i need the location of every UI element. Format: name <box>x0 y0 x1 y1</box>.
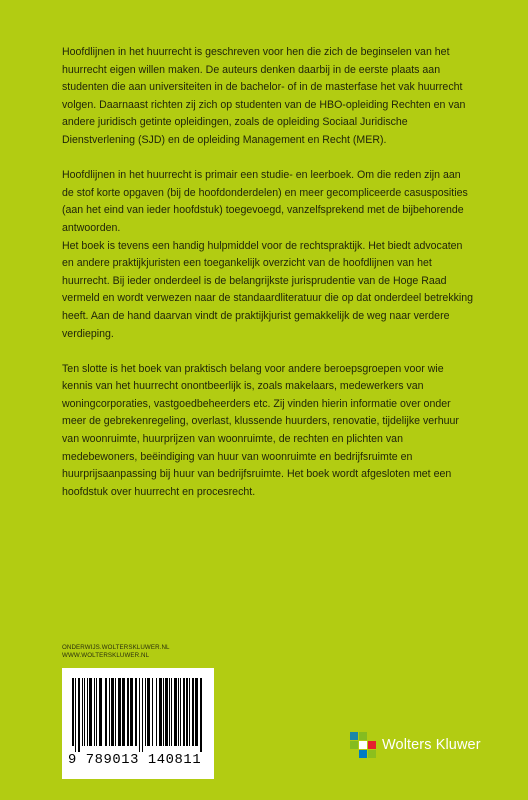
barcode-bar <box>130 678 133 746</box>
barcode-bar <box>189 678 190 746</box>
paragraph-practice: Het boek is tevens een handig hulpmiddel voor de rechtspraktijk. Het biedt advocaten en andere praktijkjuristen een toegankelijk overzicht van de hoofdlijnen van het huurrecht. Bij ieder onderdeel is de belangrijkste jurisprudentie van de Hoge Raad vermeld en wordt verwezen naar de standaardliteratuur die op dat onderdeel betrekking heeft. Aan de hand daarvan vindt de praktijkjurist gemakkelijk de weg naar verdere verdieping. <box>62 239 474 340</box>
isbn-barcode <box>62 668 214 779</box>
barcode-bar <box>111 678 114 746</box>
barcode-bar <box>122 678 125 746</box>
barcode-bar <box>82 678 83 746</box>
barcode-bar <box>178 678 179 746</box>
barcode-bar <box>195 678 198 746</box>
barcode-bar <box>180 678 181 746</box>
barcode-bar <box>142 678 143 752</box>
barcode-bars <box>70 678 206 752</box>
barcode-bar <box>135 678 137 746</box>
barcode-bar <box>174 678 177 746</box>
barcode-bar <box>84 678 85 746</box>
wolters-kluwer-logo-icon <box>350 732 376 758</box>
brand-name: Wolters Kluwer <box>382 737 481 753</box>
barcode-bar <box>127 678 129 746</box>
barcode-bar <box>183 678 185 746</box>
barcode-bar <box>186 678 188 746</box>
barcode-bar <box>109 678 110 746</box>
barcode-bar <box>99 678 102 746</box>
barcode-bar <box>169 678 170 746</box>
barcode-bar <box>192 678 194 746</box>
paragraph-gap <box>62 343 474 361</box>
barcode-bar <box>171 678 172 746</box>
barcode-bar <box>159 678 162 746</box>
paragraph-gap <box>62 150 474 168</box>
barcode-bar <box>89 678 92 746</box>
barcode-bar <box>152 678 153 746</box>
back-cover-text <box>62 44 474 501</box>
barcode-bar <box>163 678 164 746</box>
publisher-brand <box>350 732 481 758</box>
isbn-number: 9 789013 140811 <box>68 753 202 768</box>
barcode-bar <box>96 678 97 746</box>
paragraph-professions: Ten slotte is het boek van praktisch belang voor andere beroepsgroepen voor wie kennis van het huurrecht onontbeerlijk is, zoals makelaars, medewerkers van woningcorporaties, vastgoedbeheerders etc. Zij vinden hierin informatie over onder meer de gebrekenregeling, overlast, klussende huurders, renovatie, tijdelijke verhuur van woonruimte, huurprijzen van woonruimte, de rechten en plichten van medebewoners, beëindiging van huur van woonruimte en bedrijfsruimte en huurprijsaanpassing bij huur van bedrijfsruimte. Het boek wordt afgesloten met een hoofdstuk over huurrecht en procesrecht. <box>62 362 459 498</box>
barcode-bar <box>78 678 80 752</box>
barcode-bar <box>200 678 202 752</box>
barcode-bar <box>115 678 116 746</box>
barcode-bar <box>165 678 168 746</box>
barcode-bar <box>87 678 88 746</box>
url-www[interactable]: WWW.WOLTERSKLUWER.NL <box>62 652 150 660</box>
barcode-bar <box>156 678 157 746</box>
barcode-bar <box>139 678 140 752</box>
barcode-bar <box>145 678 146 746</box>
barcode-bar <box>147 678 150 746</box>
publisher-urls <box>62 644 170 661</box>
url-onderwijs[interactable]: ONDERWIJS.WOLTERSKLUWER.NL <box>62 644 170 651</box>
barcode-bar <box>105 678 107 746</box>
barcode-bar <box>94 678 95 746</box>
barcode-bar <box>72 678 74 746</box>
barcode-bar <box>118 678 121 746</box>
barcode-bar <box>75 678 76 752</box>
paragraph-study-book: Hoofdlijnen in het huurrecht is primair een studie- en leerboek. Om die reden zijn aan de stof korte opgaven (bij de hoofdonderdelen) en meer gecompliceerde casusposities (aan het eind van ieder hoofdstuk) toegevoegd, vanzelfsprekend met de bijbehorende antwoorden. <box>62 169 468 234</box>
paragraph-intro: Hoofdlijnen in het huurrecht is geschreven voor hen die zich de beginselen van het huurrecht eigen willen maken. De auteurs denken daarbij in de eerste plaats aan studenten die aan universiteiten in de bachelor- of in de masterfase het vak huurrecht volgen. Daarnaast richten zij zich op studenten van de HBO-opleiding Rechten en van andere juridisch getinte opleidingen, zoals de opleiding Sociaal Juridische Dienstverlening (SJD) en de opleiding Management en Recht (MER). <box>62 46 466 146</box>
